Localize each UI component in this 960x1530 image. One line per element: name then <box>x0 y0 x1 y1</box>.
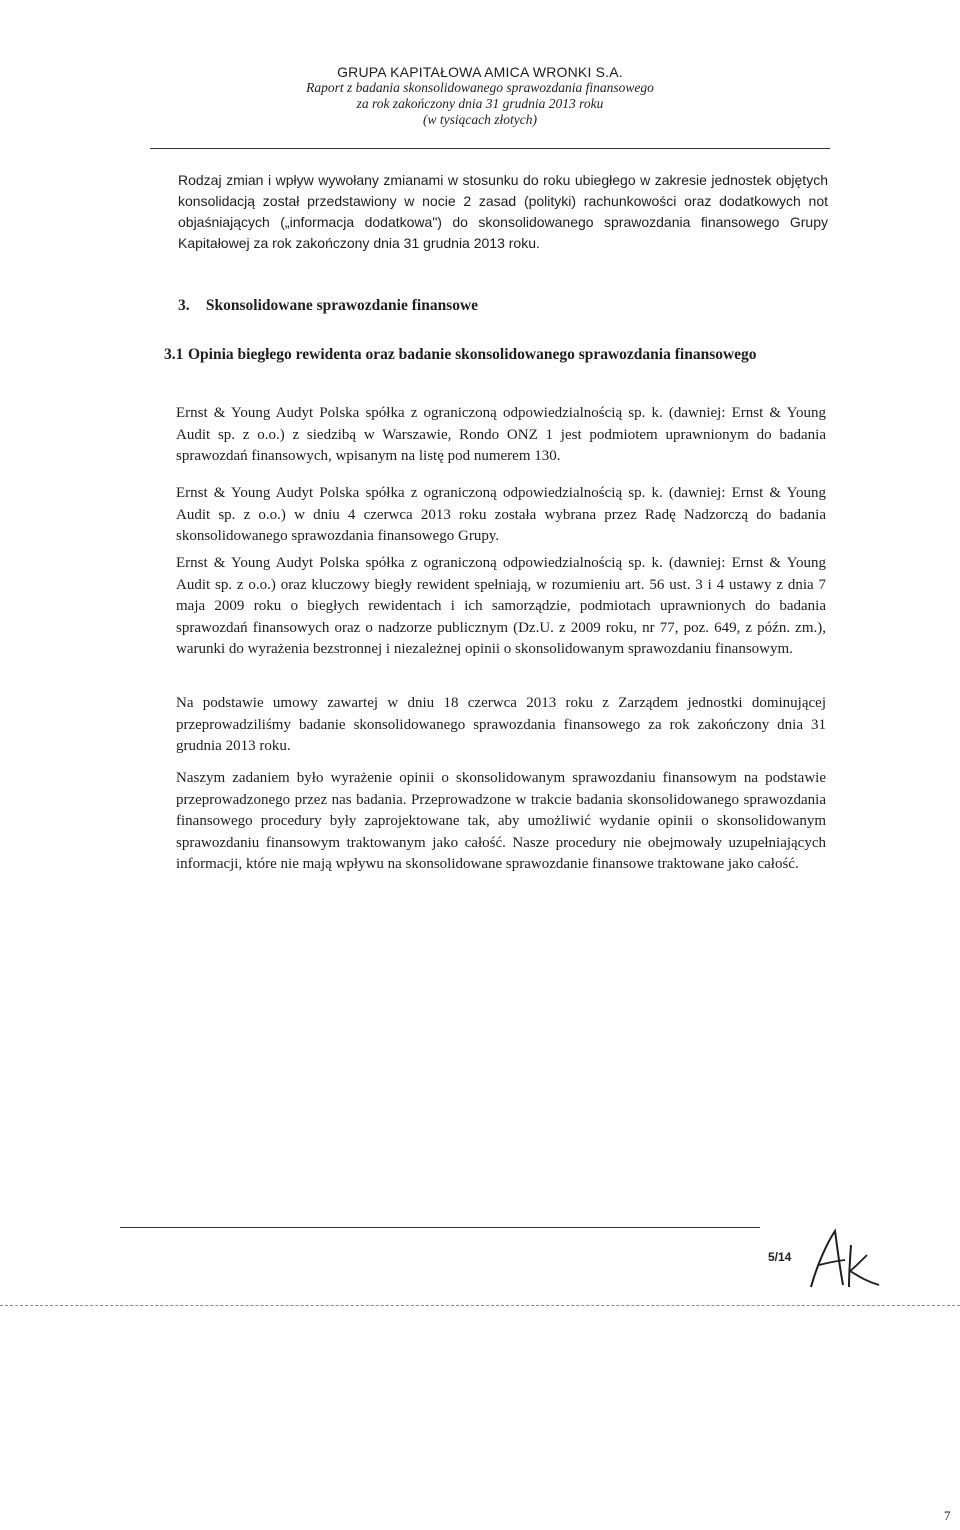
sheet-number: 7 <box>944 1508 951 1523</box>
section-title: Skonsolidowane sprawozdanie finansowe <box>205 297 479 314</box>
report-title-line: Raport z badania skonsolidowanego sprawozdania finansowego <box>306 80 654 95</box>
paragraph-auditor-selection: Ernst & Young Audyt Polska spółka z ograniczoną odpowiedzialnością sp. k. (dawniej: Ernst & Young Audit sp. z o.o.) w dniu 4 czerwca 2013 roku została wybrana przez Radę Nadzorczą do badania skonsolidowanego sprawozdania finansowego Grupy. <box>176 485 826 544</box>
footer-divider <box>120 1227 760 1228</box>
company-name: GRUPA KAPITAŁOWA AMICA WRONKI S.A. <box>337 64 623 80</box>
report-header <box>240 64 720 128</box>
subsection-title: Opinia biegłego rewidenta oraz badanie skonsolidowanego sprawozdania finansowego <box>188 346 757 363</box>
section-3-heading <box>178 297 478 315</box>
paragraph-independence: Ernst & Young Audyt Polska spółka z ograniczoną odpowiedzialnością sp. k. (dawniej: Ernst & Young Audit sp. z o.o.) oraz kluczowy biegły rewident spełniają, w rozumieniu art. 56 ust. 3 i 4 ustawy z dnia 7 maja 2009 roku o biegłych rewidentach i ich samorządzie, podmiotach uprawnionych do badania sprawozdań finansowych oraz o nadzorze publicznym (Dz.U. z 2009 roku, nr 77, poz. 649, z późn. zm.), warunki do wyrażenia bezstronnej i niezależnej opinii o skonsolidowanym sprawozdaniu finansowym. <box>176 555 826 657</box>
paragraph-audit-scope: Naszym zadaniem było wyrażenie opinii o skonsolidowanym sprawozdaniu finansowym na podstawie przeprowadzonego przez nas badania. Przeprowadzone w trakcie badania skonsolidowanego sprawozdania finansowego procedury były zaprojektowane tak, aby umożliwić wydanie opinii o skonsolidowanym sprawozdaniu finansowym traktowanym jako całość. Nasze procedury nie obejmowały uzupełniających informacji, które nie mają wpływu na skonsolidowane sprawozdanie finansowe traktowane jako całość. <box>176 770 826 872</box>
report-units-line: (w tysiącach złotych) <box>423 112 537 127</box>
header-divider <box>150 148 830 149</box>
paragraph-auditor-entity: Ernst & Young Audyt Polska spółka z ograniczoną odpowiedzialnością sp. k. (dawniej: Ernst & Young Audit sp. z o.o.) z siedzibą w Warszawie, Rondo ONZ 1 jest podmiotem uprawnionym do badania sprawozdań finansowych, wpisanym na listę pod numerem 130. <box>176 405 826 464</box>
handwritten-initials <box>805 1225 885 1295</box>
paragraph-contract: Na podstawie umowy zawartej w dniu 18 czerwca 2013 roku z Zarządem jednostki dominującej przeprowadziliśmy badanie skonsolidowanego sprawozdania finansowego za rok zakończony dnia 31 grudnia 2013 roku. <box>176 695 826 754</box>
section-number: 3. <box>178 297 190 314</box>
section-3-1-heading <box>164 345 828 365</box>
page-bottom-edge <box>0 1305 960 1306</box>
subsection-number: 3.1 <box>164 346 184 363</box>
report-period-line: za rok zakończony dnia 31 grudnia 2013 roku <box>356 96 604 111</box>
intro-paragraph: Rodzaj zmian i wpływ wywołany zmianami w stosunku do roku ubiegłego w zakresie jednostek objętych konsolidacją został przedstawiony w nocie 2 zasad (polityki) rachunkowości oraz dodatkowych not objaśniających („informacja dodatkowa") do skonsolidowanego sprawozdania finansowego Grupy Kapitałowej za rok zakończony dnia 31 grudnia 2013 roku. <box>178 172 828 251</box>
page-number: 5/14 <box>768 1250 792 1264</box>
